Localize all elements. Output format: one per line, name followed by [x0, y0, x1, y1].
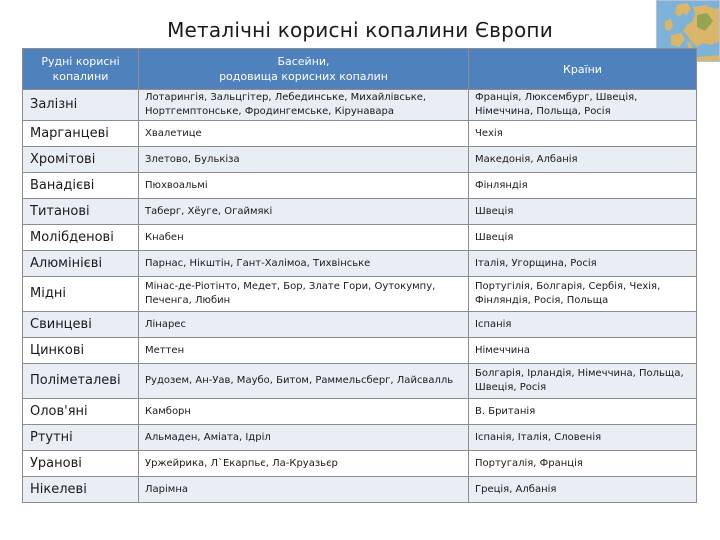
deposits-cell: Лотарингія, Зальцгітер, Лебединське, Михайлівське, Нортгемптонське, Фродингемське, Кірунавара [139, 90, 469, 121]
countries-cell: Болгарія, Ірландія, Німеччина, Польща, Швеція, Росія [469, 364, 697, 399]
countries-cell: Португілія, Болгарія, Сербія, Чехія, Фінляндія, Росія, Польща [469, 277, 697, 312]
page-title: Металічні корисні копалини Європи [167, 18, 553, 42]
table-row [23, 225, 697, 251]
deposits-cell: Хвалетице [139, 121, 469, 147]
countries-cell: В. Британія [469, 399, 697, 425]
table-row [23, 147, 697, 173]
table-row [23, 90, 697, 121]
ore-type-cell: Алюмінієві [23, 251, 139, 277]
table-row [23, 277, 697, 312]
deposits-cell: Таберг, Хёуге, Огаймякі [139, 199, 469, 225]
countries-cell: Швеція [469, 199, 697, 225]
header-ore-type-line2: копалини [52, 70, 109, 83]
countries-cell: Швеція [469, 225, 697, 251]
countries-cell: Португалія, Франція [469, 451, 697, 477]
ore-type-cell: Марганцеві [23, 121, 139, 147]
countries-cell: Македонія, Албанія [469, 147, 697, 173]
table-header-row [23, 49, 697, 90]
countries-cell: Греція, Албанія [469, 477, 697, 503]
deposits-cell: Меттен [139, 338, 469, 364]
deposits-cell: Камборн [139, 399, 469, 425]
table-row [23, 199, 697, 225]
ore-type-cell: Свинцеві [23, 312, 139, 338]
header-deposits-line1: Басейни, [277, 55, 330, 68]
table-row [23, 425, 697, 451]
ore-type-cell: Молібденові [23, 225, 139, 251]
countries-cell: Італія, Угорщина, Росія [469, 251, 697, 277]
table-row [23, 477, 697, 503]
ore-type-cell: Ртутні [23, 425, 139, 451]
table-row [23, 451, 697, 477]
deposits-cell: Лінарес [139, 312, 469, 338]
ore-type-cell: Мідні [23, 277, 139, 312]
table-row [23, 399, 697, 425]
header-countries: Країни [469, 49, 697, 90]
ore-type-cell: Залізні [23, 90, 139, 121]
ore-type-cell: Поліметалеві [23, 364, 139, 399]
countries-cell: Чехія [469, 121, 697, 147]
header-deposits [139, 49, 469, 90]
header-deposits-line2: родовища корисних копалин [219, 70, 388, 83]
deposits-cell: Рудозем, Ан-Уав, Маубо, Битом, Раммельсберг, Лайсвалль [139, 364, 469, 399]
countries-cell: Іспанія, Італія, Словенія [469, 425, 697, 451]
deposits-cell: Злетово, Булькіза [139, 147, 469, 173]
ore-type-cell: Уранові [23, 451, 139, 477]
minerals-table [22, 48, 697, 503]
table-row [23, 338, 697, 364]
ore-type-cell: Титанові [23, 199, 139, 225]
header-ore-type [23, 49, 139, 90]
header-ore-type-line1: Рудні корисні [41, 55, 120, 68]
deposits-cell: Альмаден, Аміата, Ідріл [139, 425, 469, 451]
ore-type-cell: Ванадієві [23, 173, 139, 199]
deposits-cell: Пюхвоальмі [139, 173, 469, 199]
deposits-cell: Ларімна [139, 477, 469, 503]
table-row [23, 173, 697, 199]
countries-cell: Іспанія [469, 312, 697, 338]
deposits-cell: Кнабен [139, 225, 469, 251]
deposits-cell: Парнас, Нікштін, Гант-Халімоа, Тихвінське [139, 251, 469, 277]
deposits-cell: Мінас-де-Ріотінто, Медет, Бор, Злате Гори, Оутокумпу, Печенга, Любин [139, 277, 469, 312]
ore-type-cell: Нікелеві [23, 477, 139, 503]
ore-type-cell: Олов'яні [23, 399, 139, 425]
countries-cell: Німеччина [469, 338, 697, 364]
table-row [23, 121, 697, 147]
countries-cell: Франція, Люксембург, Швеція, Німеччина, Польща, Росія [469, 90, 697, 121]
table-row [23, 251, 697, 277]
ore-type-cell: Цинкові [23, 338, 139, 364]
ore-type-cell: Хромітові [23, 147, 139, 173]
countries-cell: Фінляндія [469, 173, 697, 199]
table-row [23, 312, 697, 338]
deposits-cell: Уржейрика, Л`Екарпьє, Ла-Круазьєр [139, 451, 469, 477]
table-row [23, 364, 697, 399]
